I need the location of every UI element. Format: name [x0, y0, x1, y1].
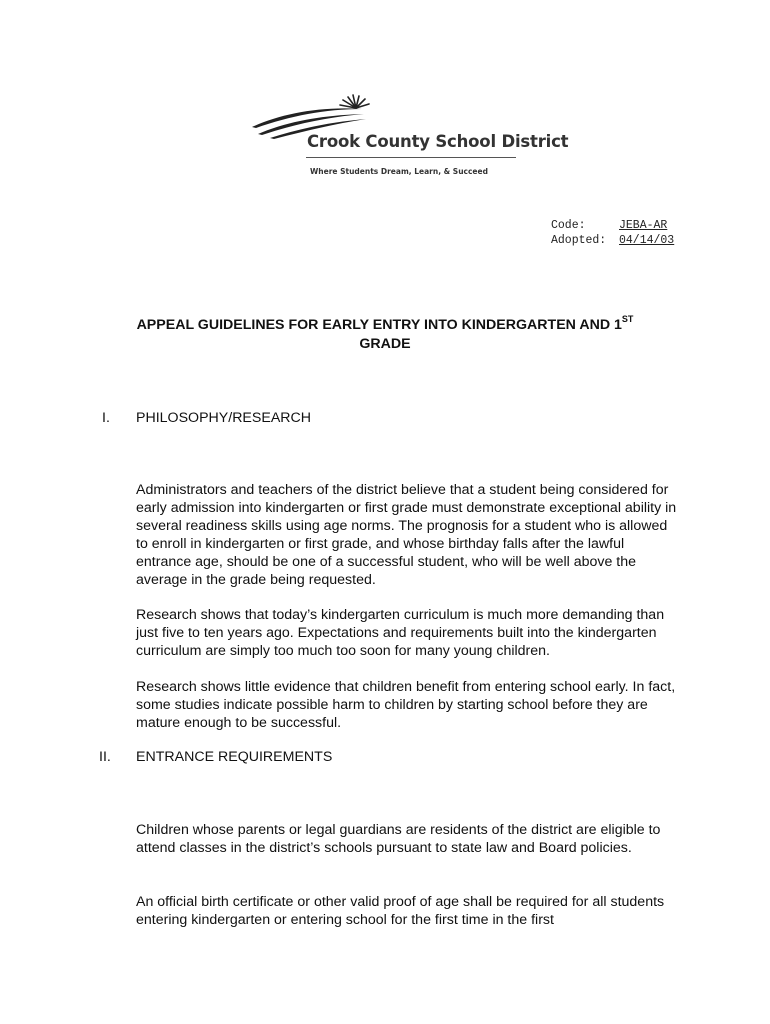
- title-line-2: GRADE: [359, 336, 411, 352]
- code-row: [551, 218, 674, 233]
- paragraph: Research shows that today’s kindergarten curriculum is much more demanding than just five to ten years ago. Expectations and requirements built into the kindergarten curriculum are simply too much too soon for many young children.: [136, 607, 665, 659]
- section-number: II.: [99, 749, 111, 765]
- adopted-label: Adopted:: [551, 234, 607, 247]
- document-title: [100, 316, 670, 354]
- paragraph: An official birth certificate or other valid proof of age shall be required for all students entering kindergarten or entering school for the first time in the first: [136, 894, 665, 928]
- paragraph: Children whose parents or legal guardians are residents of the district are eligible to attend classes in the district’s schools pursuant to state law and Board policies.: [136, 822, 661, 856]
- logo-divider: [306, 157, 516, 158]
- title-superscript: ST: [621, 314, 634, 324]
- district-name: Crook County School District: [307, 132, 569, 151]
- paragraph: Research shows little evidence that children benefit from entering school early. In fact, some studies indicate possible harm to children by starting school before they are mature enough to be successful.: [136, 679, 676, 731]
- district-logo: [250, 94, 569, 184]
- section-title: PHILOSOPHY/RESEARCH: [136, 410, 312, 426]
- code-label: Code:: [551, 219, 586, 232]
- paragraph: Administrators and teachers of the district believe that a student being considered for early admission into kindergarten or first grade must demonstrate exceptional ability in several readiness skills using age norms. The prognosis for a student who is allowed to enroll in kindergarten or first grade, and whose birthday falls after the lawful entrance age, should be one of a successful student, who will be well above the average in the grade being requested.: [136, 482, 677, 588]
- policy-code-block: [551, 218, 674, 248]
- adopted-value: 04/14/03: [619, 234, 675, 247]
- section-title: ENTRANCE REQUIREMENTS: [136, 749, 333, 765]
- code-value: JEBA-AR: [619, 219, 668, 232]
- district-tagline: Where Students Dream, Learn, & Succeed: [310, 167, 488, 176]
- section-number: I.: [102, 410, 110, 426]
- adopted-row: [551, 233, 674, 248]
- title-line-1: APPEAL GUIDELINES FOR EARLY ENTRY INTO KINDERGARTEN AND 1: [136, 317, 622, 333]
